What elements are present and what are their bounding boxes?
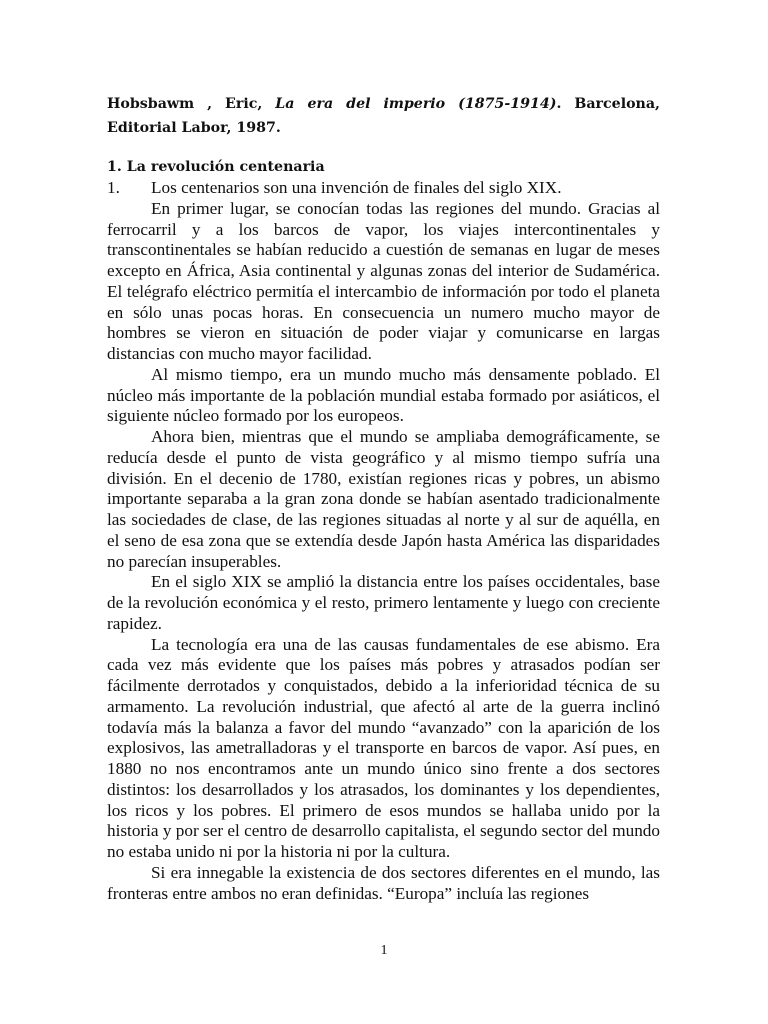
citation-author: Hobsbawm , Eric, (107, 96, 276, 112)
paragraph-6: Si era innegable la existencia de dos sectores diferentes en el mundo, las fronteras entre ambos no eran definidas. “Europa” incluía las regiones (107, 862, 660, 903)
page-number: 1 (380, 943, 388, 958)
item-text: Los centenarios son una invención de finales del siglo XIX. (151, 178, 562, 197)
item-number: 1. (107, 178, 120, 197)
paragraph-5: La tecnología era una de las causas fundamentales de ese abismo. Era cada vez más evidente que los países más pobres y atrasados podían ser fácilmente derrotados y conquistados, debido a la inferioridad técnica de su armamento. La revolución industrial, que afectó al arte de la guerra inclinó todavía más la balanza a favor del mundo “avanzado” con la aparición de los explosivos, las ametralladoras y el transporte en barcos de vapor. Así pues, en 1880 no nos encontramos ante un mundo único sino frente a dos sectores distintos: los desarrollados y los atrasados, los dominantes y los dependientes, los ricos y los pobres. El primero de esos mundos se hallaba unido por la historia y por ser el centro de desarrollo capitalista, el segundo sector del mundo no estaba unido ni por la historia ni por la cultura. (107, 634, 660, 861)
bibliographic-citation (107, 92, 660, 140)
paragraph-4: En el siglo XIX se amplió la distancia entre los países occidentales, base de la revolución económica y el resto, primero lentamente y luego con creciente rapidez. (107, 572, 660, 633)
citation-publisher: . Barcelona, Editorial Labor, 1987. (107, 96, 660, 136)
citation-title: La era del imperio (1875-1914) (275, 96, 557, 112)
paragraph-1: En primer lugar, se conocían todas las regiones del mundo. Gracias al ferrocarril y a los barcos de vapor, los viajes intercontinentales y transcontinentales se habían reducido a cuestión de semanas en lugar de meses excepto en África, Asia continental y algunas zonas del interior de Sudamérica. El telégrafo eléctrico permitía el intercambio de información por todo el planeta en sólo unas pocas horas. En consecuencia un numero mucho mayor de hombres se vieron en situación de poder viajar y comunicarse en largas distancias con mucho mayor facilidad. (107, 198, 660, 363)
numbered-item (107, 178, 660, 199)
paragraph-2: Al mismo tiempo, era un mundo mucho más densamente poblado. El núcleo más importante de la población mundial estaba formado por asiáticos, el siguiente núcleo formado por los europeos. (107, 364, 660, 426)
document-page (107, 92, 660, 904)
section-heading: 1. La revolución centenaria (107, 159, 325, 175)
paragraph-3: Ahora bien, mientras que el mundo se ampliaba demográficamente, se reducía desde el punto de vista geográfico y al mismo tiempo sufría una división. En el decenio de 1780, existían regiones ricas y pobres, un abismo importante separaba a la gran zona donde se habían asentado tradicionalmente las sociedades de clase, de las regiones situadas al norte y al sur de aquélla, en el seno de esa zona que se extendía desde Japón hasta América las disparidades no parecían insuperables. (107, 427, 660, 571)
